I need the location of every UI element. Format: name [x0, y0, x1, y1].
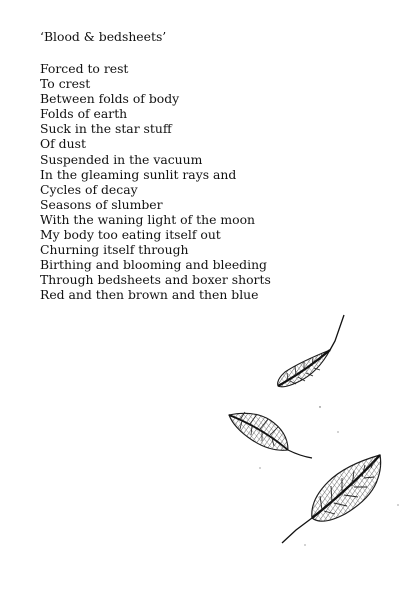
- poem: [40, 29, 400, 303]
- poem-line: My body too eating itself out: [40, 227, 221, 243]
- leaf-icon: [278, 315, 344, 387]
- poem-line: Forced to rest: [40, 61, 129, 76]
- poem-stanza: [40, 61, 400, 303]
- leaf-icon: [229, 412, 312, 458]
- poem-line: Between folds of body: [40, 91, 180, 107]
- poem-title: ‘Blood & bedsheets’: [40, 29, 167, 44]
- poem-line: Suspended in the vacuum: [40, 151, 203, 167]
- poem-line: Through bedsheets and boxer shorts: [40, 272, 271, 288]
- poem-line: Cycles of decay: [40, 181, 138, 197]
- poem-line: Folds of earth: [40, 106, 128, 122]
- poem-line: Churning itself through: [40, 242, 189, 258]
- poem-line: Birthing and blooming and bleeding: [40, 257, 267, 273]
- poem-line: Seasons of slumber: [40, 196, 163, 212]
- poem-line: With the waning light of the moon: [40, 211, 256, 227]
- poem-line: To crest: [40, 76, 91, 92]
- poem-line: Of dust: [40, 136, 86, 152]
- poem-line: Suck in the star stuff: [40, 121, 172, 137]
- poem-line: Red and then brown and then blue: [40, 287, 259, 303]
- poem-line: In the gleaming sunlit rays and: [40, 166, 237, 182]
- leaf-icon: [282, 455, 381, 543]
